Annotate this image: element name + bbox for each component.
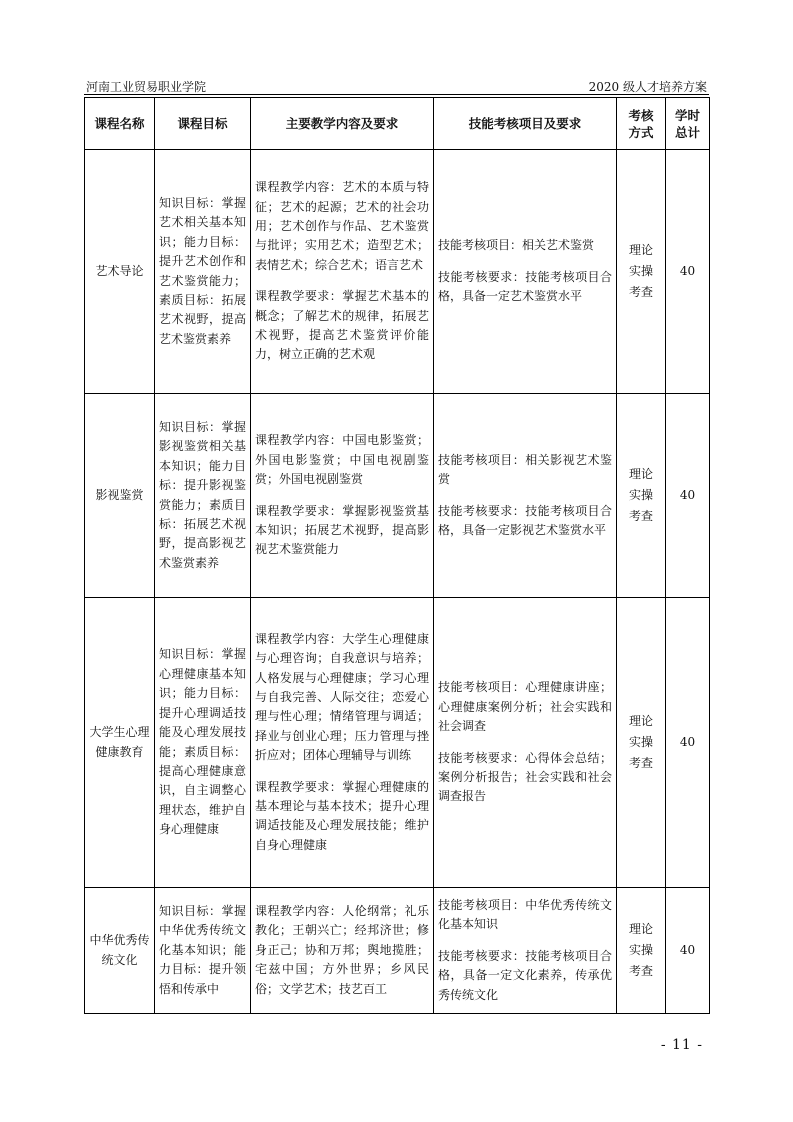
header-course-name: 课程名称 [85,98,155,150]
content-teaching: 课程教学内容：中国电影鉴赏；外国电影鉴赏；中国电视剧鉴赏；外国电视剧鉴赏 [255,433,429,487]
table-row [85,394,710,598]
assessment-method [617,598,666,888]
method-line1: 理论 [628,243,653,257]
course-content [251,394,434,598]
skill-item: 技能考核项目：相关艺术鉴赏 [438,238,595,253]
method-line2: 实操 [628,488,653,502]
header-skill: 技能考核项目及要求 [434,98,617,150]
course-goal: 知识目标：掌握中华优秀传统文化基本知识；能力目标：提升领悟和传承中 [155,888,251,1014]
method-line1: 理论 [628,467,653,481]
plan-title: 2020 级人才培养方案 [588,80,707,94]
method-line3: 考查 [628,285,653,299]
course-name: 影视鉴赏 [85,394,155,598]
total-hours: 40 [666,598,710,888]
assessment-method [617,394,666,598]
method-line3: 考查 [628,964,653,978]
course-goal: 知识目标：掌握影视鉴赏相关基本知识；能力目标：提升影视鉴赏能力；素质目标：拓展艺术视野，提高影视艺术鉴赏素养 [155,394,251,598]
skill-item: 技能考核项目：中华优秀传统文化基本知识 [438,897,612,932]
skill-assessment [434,888,617,1014]
header-hours-line2: 总计 [674,124,700,140]
total-hours: 40 [666,888,710,1014]
total-hours: 40 [666,394,710,598]
course-goal: 知识目标：掌握艺术相关基本知识；能力目标：提升艺术创作和艺术鉴赏能力；素质目标：拓展艺术视野，提高艺术鉴赏素养 [155,150,251,394]
content-teaching: 课程教学内容：人伦纲常；礼乐教化；王朝兴亡；经邦济世；修身正己；协和万邦；舆地揽胜；宅兹中国；方外世界；乡风民俗；文学艺术；技艺百工 [255,903,429,996]
content-teaching: 课程教学内容：艺术的本质与特征；艺术的起源；艺术的社会功用；艺术创作与作品、艺术鉴赏与批评；实用艺术；造型艺术；表情艺术；综合艺术；语言艺术 [255,180,429,272]
course-goal: 知识目标：掌握心理健康基本知识；能力目标：提升心理调适技能及心理发展技能；素质目标：提高心理健康意识，自主调整心理状态，维护自身心理健康 [155,598,251,888]
table-row [85,150,710,394]
header-method-line1: 考核 [628,107,654,123]
method-line1: 理论 [628,922,653,936]
method-line2: 实操 [628,943,653,957]
header-method-line2: 方式 [628,124,654,140]
skill-assessment [434,394,617,598]
header-method [617,98,666,150]
header-content: 主要教学内容及要求 [251,98,434,150]
course-table [84,97,710,1014]
course-content [251,888,434,1014]
page-number: - 11 - [660,1037,703,1053]
table-row [85,598,710,888]
content-teaching: 课程教学内容：大学生心理健康与心理咨询；自我意识与培养；人格发展与心理健康；学习心理与自我完善、人际交往；恋爱心理与性心理；情绪管理与调适；择业与创业心理；压力管理与挫折应对；团体心理辅导与训练 [255,631,429,763]
total-hours: 40 [666,150,710,394]
header-hours [666,98,710,150]
assessment-method [617,888,666,1014]
method-line2: 实操 [628,735,653,749]
header-course-goal: 课程目标 [155,98,251,150]
skill-assessment [434,598,617,888]
course-name: 中华优秀传统文化 [85,888,155,1014]
method-line2: 实操 [628,264,653,278]
content-requirement: 课程教学要求：掌握艺术基本的概念；了解艺术的规律，拓展艺术视野，提高艺术鉴赏评价能力，树立正确的艺术观 [255,289,429,362]
table-header-row [85,98,710,150]
skill-requirement: 技能考核要求：技能考核项目合格，具备一定影视艺术鉴赏水平 [438,503,612,537]
skill-item: 技能考核项目：心理健康讲座；心理健康案例分析；社会实践和社会调查 [438,680,612,734]
course-name: 艺术导论 [85,150,155,394]
header-hours-line1: 学时 [674,107,700,123]
method-line3: 考查 [628,509,653,523]
table-row [85,888,710,1014]
course-name: 大学生心理健康教育 [85,598,155,888]
course-content [251,598,434,888]
content-requirement: 课程教学要求：掌握心理健康的基本理论与基本技术；提升心理调适技能及心理发展技能；维护自身心理健康 [255,779,429,852]
method-line1: 理论 [628,714,653,728]
header-rule-thin [84,94,709,95]
skill-requirement: 技能考核要求：技能考核项目合格，具备一定艺术鉴赏水平 [438,269,612,304]
school-name: 河南工业贸易职业学院 [86,80,207,94]
assessment-method [617,150,666,394]
course-content [251,150,434,394]
skill-assessment [434,150,617,394]
content-requirement: 课程教学要求：掌握影视鉴赏基本知识；拓展艺术视野，提高影视艺术鉴赏能力 [255,503,429,557]
skill-item: 技能考核项目：相关影视艺术鉴赏 [438,452,612,487]
skill-requirement: 技能考核要求：心得体会总结；案例分析报告；社会实践和社会调查报告 [438,750,612,804]
skill-requirement: 技能考核要求：技能考核项目合格，具备一定文化素养，传承优秀传统文化 [438,948,612,1002]
method-line3: 考查 [628,756,653,770]
